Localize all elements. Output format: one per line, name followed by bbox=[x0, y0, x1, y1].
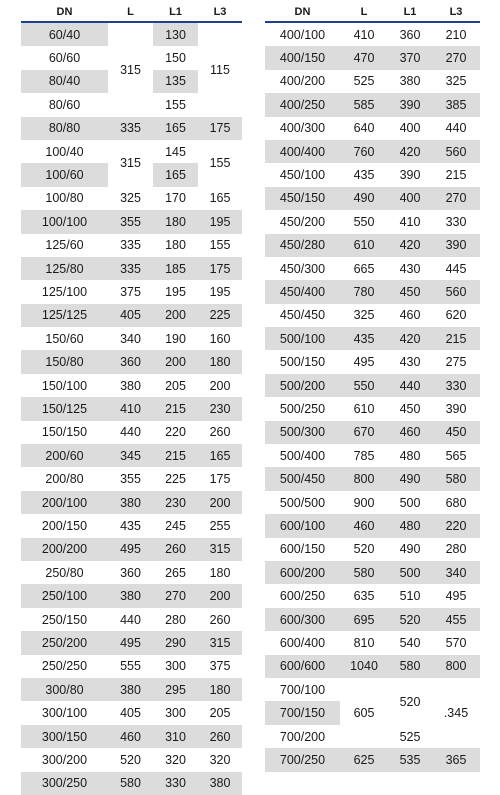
cell-dn: 125/60 bbox=[45, 238, 84, 253]
cell-l1: 200 bbox=[165, 308, 186, 323]
cell-l3: 260 bbox=[209, 729, 231, 744]
cell-dn: 400/250 bbox=[279, 97, 326, 112]
cell-l: 340 bbox=[120, 331, 141, 346]
cell-l1: 170 bbox=[165, 191, 186, 206]
cell-l3: 365 bbox=[445, 753, 467, 768]
cell-l: 495 bbox=[120, 542, 141, 557]
cell-dn: 200/200 bbox=[41, 542, 88, 557]
cell-l3: 315 bbox=[209, 636, 231, 651]
cell-l1: 430 bbox=[399, 261, 421, 276]
cell-dn: 150/100 bbox=[41, 378, 88, 393]
cell-dn: 400/400 bbox=[279, 144, 326, 159]
merged-cell-value: 315 bbox=[120, 156, 141, 171]
cell-l1: 180 bbox=[165, 238, 186, 253]
cell-l3: 160 bbox=[209, 331, 231, 346]
column-header-l3: L3 bbox=[449, 6, 463, 18]
cell-dn: 250/200 bbox=[41, 636, 88, 651]
cell-l1: 225 bbox=[165, 472, 186, 487]
cell-dn: 500/250 bbox=[279, 402, 326, 417]
cell-l3: 275 bbox=[445, 355, 467, 370]
cell-l: 435 bbox=[353, 331, 375, 346]
cell-l1: 220 bbox=[165, 425, 186, 440]
cell-dn: 125/100 bbox=[41, 285, 88, 300]
cell-l1: 135 bbox=[165, 74, 186, 89]
cell-l3: 270 bbox=[445, 51, 467, 66]
cell-dn: 450/100 bbox=[279, 168, 326, 183]
cell-l3: 195 bbox=[209, 285, 231, 300]
cell-l: 520 bbox=[353, 542, 375, 557]
cell-l3: 210 bbox=[445, 27, 467, 42]
cell-l3: 560 bbox=[445, 144, 467, 159]
merged-cell-value: 155 bbox=[209, 156, 231, 171]
cell-l: 800 bbox=[353, 472, 375, 487]
cell-dn: 600/600 bbox=[279, 659, 326, 674]
cell-dn: 100/100 bbox=[41, 214, 88, 229]
table-body bbox=[265, 23, 480, 772]
cell-dn: 100/60 bbox=[45, 168, 84, 183]
cell-l: 335 bbox=[120, 261, 141, 276]
cell-l1: 480 bbox=[399, 448, 421, 463]
cell-l: 550 bbox=[353, 214, 375, 229]
cell-l: 635 bbox=[353, 589, 375, 604]
table-body bbox=[21, 23, 242, 795]
cell-l1: 420 bbox=[399, 144, 421, 159]
cell-l1: 420 bbox=[399, 331, 421, 346]
cell-dn: 500/200 bbox=[279, 378, 326, 393]
cell-l1: 195 bbox=[165, 285, 186, 300]
cell-l1: 540 bbox=[399, 636, 421, 651]
cell-l1: 230 bbox=[165, 495, 186, 510]
cell-l1: 215 bbox=[165, 402, 186, 417]
cell-l3: 225 bbox=[209, 308, 231, 323]
cell-dn: 250/100 bbox=[41, 589, 88, 604]
table-header bbox=[265, 4, 480, 23]
cell-dn: 600/100 bbox=[279, 519, 326, 534]
cell-dn: 700/100 bbox=[279, 682, 326, 697]
cell-dn: 300/200 bbox=[41, 753, 88, 768]
cell-dn: 600/300 bbox=[279, 612, 326, 627]
cell-l: 375 bbox=[120, 285, 141, 300]
cell-l: 405 bbox=[120, 706, 141, 721]
cell-dn: 150/60 bbox=[45, 331, 84, 346]
cell-l3: 180 bbox=[209, 682, 231, 697]
cell-l: 525 bbox=[353, 74, 375, 89]
cell-l1: 400 bbox=[399, 121, 421, 136]
cell-l1: 510 bbox=[399, 589, 421, 604]
cell-l3: 565 bbox=[445, 448, 467, 463]
cell-l: 1040 bbox=[350, 659, 378, 674]
cell-dn: 400/300 bbox=[279, 121, 326, 136]
cell-l1: 410 bbox=[399, 214, 421, 229]
cell-l: 695 bbox=[353, 612, 375, 627]
cell-l: 380 bbox=[120, 589, 141, 604]
column-header-l1: L1 bbox=[169, 6, 182, 18]
cell-l3: 315 bbox=[209, 542, 231, 557]
cell-dn: 400/200 bbox=[279, 74, 326, 89]
cell-l: 555 bbox=[120, 659, 141, 674]
cell-l: 610 bbox=[353, 402, 375, 417]
cell-l3: 175 bbox=[209, 121, 231, 136]
cell-dn: 600/150 bbox=[279, 542, 326, 557]
cell-l: 345 bbox=[120, 448, 141, 463]
cell-dn: 80/40 bbox=[48, 74, 81, 89]
cell-l1: 155 bbox=[165, 97, 186, 112]
cell-l1: 460 bbox=[399, 425, 421, 440]
cell-l3: 180 bbox=[209, 565, 231, 580]
cell-dn: 125/80 bbox=[45, 261, 84, 276]
cell-l: 460 bbox=[353, 519, 375, 534]
cell-l: 785 bbox=[353, 448, 375, 463]
cell-dn: 700/150 bbox=[279, 706, 326, 721]
cell-l1: 490 bbox=[399, 542, 421, 557]
cell-dn: 150/150 bbox=[41, 425, 88, 440]
cell-l: 580 bbox=[353, 565, 375, 580]
cell-dn: 125/125 bbox=[41, 308, 88, 323]
cell-l3: 280 bbox=[445, 542, 467, 557]
dimension-table-left bbox=[21, 4, 242, 795]
cell-l3: 180 bbox=[209, 355, 231, 370]
cell-l1: 165 bbox=[165, 168, 186, 183]
cell-l: 380 bbox=[120, 682, 141, 697]
cell-l1: 190 bbox=[165, 331, 186, 346]
cell-l3: 230 bbox=[209, 402, 231, 417]
table-header bbox=[21, 4, 242, 23]
cell-dn: 300/250 bbox=[41, 776, 88, 791]
cell-dn: 250/250 bbox=[41, 659, 88, 674]
cell-dn: 500/400 bbox=[279, 448, 326, 463]
cell-l3: 200 bbox=[209, 589, 231, 604]
cell-l3: 260 bbox=[209, 612, 231, 627]
cell-dn: 150/125 bbox=[41, 402, 88, 417]
cell-l3: 800 bbox=[445, 659, 467, 674]
cell-dn: 60/60 bbox=[48, 51, 81, 66]
cell-l: 780 bbox=[353, 285, 375, 300]
merged-cell-value: 315 bbox=[120, 62, 141, 77]
cell-l1: 520 bbox=[399, 612, 421, 627]
cell-l1: 330 bbox=[165, 776, 186, 791]
merged-cell-value: 605 bbox=[353, 706, 375, 721]
cell-dn: 200/100 bbox=[41, 495, 88, 510]
cell-l3: 195 bbox=[209, 214, 231, 229]
cell-l: 625 bbox=[353, 753, 375, 768]
cell-l3: 165 bbox=[209, 191, 231, 206]
cell-l1: 525 bbox=[399, 729, 421, 744]
cell-l3: 445 bbox=[445, 261, 467, 276]
cell-l: 900 bbox=[353, 495, 375, 510]
cell-l3: 680 bbox=[445, 495, 467, 510]
cell-l1: 200 bbox=[165, 355, 186, 370]
cell-l1: 460 bbox=[399, 308, 421, 323]
cell-l3: 270 bbox=[445, 191, 467, 206]
cell-l1: 290 bbox=[165, 636, 186, 651]
cell-dn: 500/150 bbox=[279, 355, 326, 370]
cell-l: 640 bbox=[353, 121, 375, 136]
cell-l1: 215 bbox=[165, 448, 186, 463]
cell-dn: 80/60 bbox=[48, 97, 81, 112]
cell-l: 460 bbox=[120, 729, 141, 744]
cell-dn: 450/280 bbox=[279, 238, 326, 253]
cell-dn: 500/450 bbox=[279, 472, 326, 487]
cell-l1: 310 bbox=[165, 729, 186, 744]
cell-l3: 380 bbox=[209, 776, 231, 791]
cell-l: 435 bbox=[120, 519, 141, 534]
cell-l3: 390 bbox=[445, 402, 467, 417]
cell-dn: 300/80 bbox=[45, 682, 84, 697]
cell-l: 405 bbox=[120, 308, 141, 323]
cell-dn: 200/150 bbox=[41, 519, 88, 534]
cell-l: 380 bbox=[120, 378, 141, 393]
cell-l: 355 bbox=[120, 472, 141, 487]
cell-l1: 300 bbox=[165, 706, 186, 721]
cell-dn: 150/80 bbox=[45, 355, 84, 370]
cell-l3: 450 bbox=[445, 425, 467, 440]
cell-l: 380 bbox=[120, 495, 141, 510]
cell-l1: 320 bbox=[165, 753, 186, 768]
cell-l3: 455 bbox=[445, 612, 467, 627]
cell-dn: 100/80 bbox=[45, 191, 84, 206]
cell-l1: 400 bbox=[399, 191, 421, 206]
cell-l3: 375 bbox=[209, 659, 231, 674]
cell-l3: 330 bbox=[445, 214, 467, 229]
cell-l1: 580 bbox=[399, 659, 421, 674]
cell-l3: 255 bbox=[209, 519, 231, 534]
column-header-l: L bbox=[360, 6, 368, 18]
cell-dn: 80/80 bbox=[48, 121, 81, 136]
cell-l1: 430 bbox=[399, 355, 421, 370]
cell-l1: 450 bbox=[399, 402, 421, 417]
cell-dn: 500/300 bbox=[279, 425, 326, 440]
cell-l: 325 bbox=[353, 308, 375, 323]
merged-cell-value: 520 bbox=[399, 694, 421, 709]
cell-l1: 300 bbox=[165, 659, 186, 674]
cell-l: 495 bbox=[353, 355, 375, 370]
cell-dn: 200/60 bbox=[45, 448, 84, 463]
cell-l: 325 bbox=[120, 191, 141, 206]
cell-l3: 320 bbox=[209, 753, 231, 768]
cell-l3: 570 bbox=[445, 636, 467, 651]
cell-dn: 500/500 bbox=[279, 495, 326, 510]
cell-dn: 250/80 bbox=[45, 565, 84, 580]
cell-l: 760 bbox=[353, 144, 375, 159]
cell-l1: 295 bbox=[165, 682, 186, 697]
cell-l1: 145 bbox=[165, 144, 186, 159]
cell-dn: 600/400 bbox=[279, 636, 326, 651]
cell-l3: 260 bbox=[209, 425, 231, 440]
cell-l3: 200 bbox=[209, 495, 231, 510]
cell-l1: 450 bbox=[399, 285, 421, 300]
cell-dn: 300/100 bbox=[41, 706, 88, 721]
cell-l3: 440 bbox=[445, 121, 467, 136]
cell-l1: 490 bbox=[399, 472, 421, 487]
column-header-dn: DN bbox=[294, 6, 311, 18]
cell-l1: 150 bbox=[165, 51, 186, 66]
cell-l3: 175 bbox=[209, 472, 231, 487]
cell-l1: 130 bbox=[165, 27, 186, 42]
cell-l1: 185 bbox=[165, 261, 186, 276]
cell-l: 335 bbox=[120, 121, 141, 136]
cell-l1: 380 bbox=[399, 74, 421, 89]
cell-dn: 700/200 bbox=[279, 729, 326, 744]
merged-cell-value: 115 bbox=[210, 62, 230, 77]
cell-l1: 360 bbox=[399, 27, 421, 42]
cell-l1: 480 bbox=[399, 519, 421, 534]
cell-dn: 600/200 bbox=[279, 565, 326, 580]
cell-l3: 620 bbox=[445, 308, 467, 323]
cell-l3: 560 bbox=[445, 285, 467, 300]
cell-l3: 385 bbox=[445, 97, 467, 112]
cell-l3: 220 bbox=[445, 519, 467, 534]
cell-dn: 600/250 bbox=[279, 589, 326, 604]
cell-dn: 400/100 bbox=[279, 27, 326, 42]
cell-l: 495 bbox=[120, 636, 141, 651]
cell-l3: 390 bbox=[445, 238, 467, 253]
column-header-l: L bbox=[127, 6, 134, 18]
cell-l: 550 bbox=[353, 378, 375, 393]
cell-l1: 245 bbox=[165, 519, 186, 534]
cell-dn: 450/200 bbox=[279, 214, 326, 229]
cell-l1: 260 bbox=[165, 542, 186, 557]
column-header-l3: L3 bbox=[213, 6, 227, 18]
cell-dn: 60/40 bbox=[48, 27, 81, 42]
cell-l3: 340 bbox=[445, 565, 467, 580]
cell-l: 435 bbox=[353, 168, 375, 183]
merged-cell-value: .345 bbox=[443, 706, 469, 721]
cell-l: 490 bbox=[353, 191, 375, 206]
cell-l1: 180 bbox=[165, 214, 186, 229]
cell-l: 470 bbox=[353, 51, 375, 66]
cell-l1: 165 bbox=[165, 121, 186, 136]
cell-l: 580 bbox=[120, 776, 141, 791]
cell-l3: 495 bbox=[445, 589, 467, 604]
cell-l3: 330 bbox=[445, 378, 467, 393]
cell-dn: 700/250 bbox=[279, 753, 326, 768]
column-header-l1: L1 bbox=[403, 6, 417, 18]
cell-l1: 370 bbox=[399, 51, 421, 66]
cell-l: 410 bbox=[120, 402, 141, 417]
cell-l: 440 bbox=[120, 425, 141, 440]
column-header-dn: DN bbox=[56, 6, 73, 18]
cell-l1: 265 bbox=[165, 565, 186, 580]
cell-l3: 215 bbox=[445, 168, 467, 183]
cell-l3: 580 bbox=[445, 472, 467, 487]
cell-dn: 500/100 bbox=[279, 331, 326, 346]
cell-l: 355 bbox=[120, 214, 141, 229]
cell-l3: 155 bbox=[209, 238, 231, 253]
cell-l1: 500 bbox=[399, 495, 421, 510]
cell-l1: 500 bbox=[399, 565, 421, 580]
cell-l1: 440 bbox=[399, 378, 421, 393]
cell-dn: 400/150 bbox=[279, 51, 326, 66]
cell-l: 520 bbox=[120, 753, 141, 768]
dimension-table-right bbox=[265, 4, 480, 772]
cell-l3: 200 bbox=[209, 378, 231, 393]
cell-l1: 205 bbox=[165, 378, 186, 393]
cell-l: 335 bbox=[120, 238, 141, 253]
cell-l: 610 bbox=[353, 238, 375, 253]
cell-l3: 325 bbox=[445, 74, 467, 89]
cell-l1: 535 bbox=[399, 753, 421, 768]
cell-l1: 270 bbox=[165, 589, 186, 604]
cell-dn: 200/80 bbox=[45, 472, 84, 487]
cell-l: 360 bbox=[120, 565, 141, 580]
cell-l: 585 bbox=[353, 97, 375, 112]
cell-l: 665 bbox=[353, 261, 375, 276]
cell-l1: 390 bbox=[399, 168, 421, 183]
cell-dn: 250/150 bbox=[41, 612, 88, 627]
cell-dn: 450/300 bbox=[279, 261, 326, 276]
cell-l3: 215 bbox=[445, 331, 467, 346]
cell-dn: 450/400 bbox=[279, 285, 326, 300]
cell-dn: 450/450 bbox=[279, 308, 326, 323]
cell-l: 670 bbox=[353, 425, 375, 440]
cell-l3: 165 bbox=[209, 448, 231, 463]
cell-dn: 450/150 bbox=[279, 191, 326, 206]
cell-l1: 390 bbox=[399, 97, 421, 112]
cell-l: 360 bbox=[120, 355, 141, 370]
cell-l1: 420 bbox=[399, 238, 421, 253]
cell-l: 410 bbox=[353, 27, 375, 42]
cell-l1: 280 bbox=[165, 612, 186, 627]
cell-l3: 205 bbox=[209, 706, 231, 721]
cell-l: 810 bbox=[353, 636, 375, 651]
cell-l3: 175 bbox=[209, 261, 231, 276]
cell-dn: 300/150 bbox=[41, 729, 88, 744]
cell-dn: 100/40 bbox=[45, 144, 84, 159]
cell-l: 440 bbox=[120, 612, 141, 627]
